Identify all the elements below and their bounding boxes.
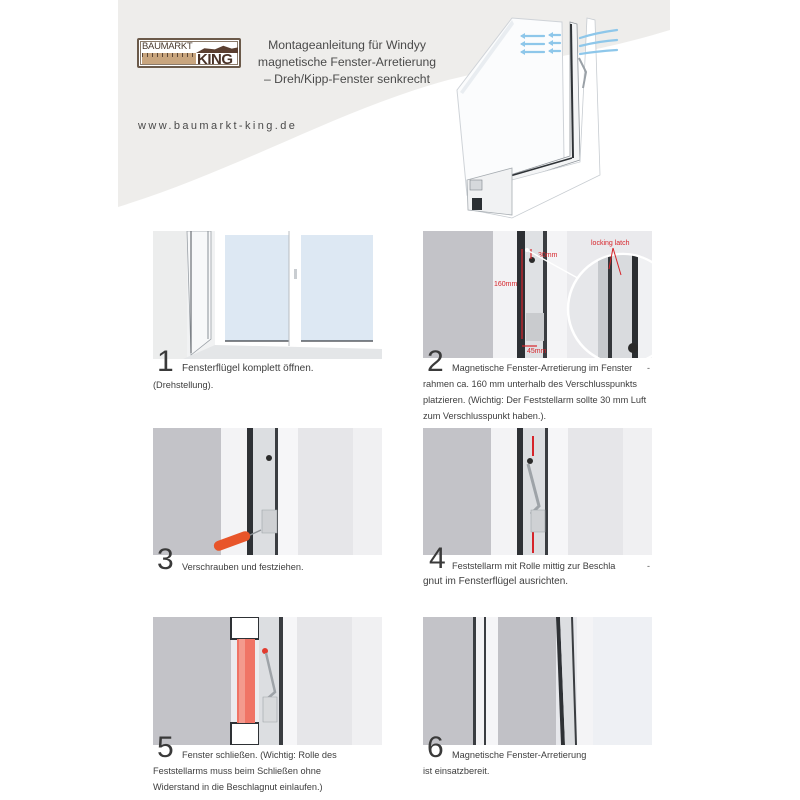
step-text-rest: Feststellarms muss beim Schließen ohne Widerstand in die Beschlagnut einlaufen.) [153, 766, 323, 792]
step-text-rest: (Drehstellung). [153, 380, 214, 390]
step-4 [423, 428, 653, 595]
logo-text-baumarkt: BAUMARKT [142, 41, 193, 52]
step-6 [423, 617, 653, 785]
step-number: 5 [157, 731, 174, 764]
baumarkt-king-logo [137, 38, 241, 68]
step-text-rest: ist einsatzbereit. [423, 766, 490, 776]
step-number: 2 [427, 345, 444, 378]
annotation-160mm: 160mm [494, 281, 518, 288]
step-5-photo [153, 617, 382, 745]
step-text-line1: Feststellarm mit Rolle mittig zur Beschla [452, 561, 616, 571]
logo-text-king: KING [197, 51, 233, 68]
trailing-dash: - [647, 363, 650, 373]
step-text-line1: Fensterflügel komplett öffnen. [182, 363, 314, 374]
step-4-photo [423, 428, 652, 555]
title-line-2: magnetische Fenster-Arretierung [257, 55, 437, 69]
annotation-45mm: 45mm [527, 348, 547, 355]
step-1 [153, 231, 383, 409]
step-6-photo [423, 617, 652, 745]
step-text-line1: Magnetische Fenster-Arretierung [452, 750, 587, 760]
step-number: 4 [429, 542, 446, 575]
annotation-30mm: 30mm [538, 252, 558, 259]
trailing-dash: - [647, 561, 650, 571]
hero-window-illustration [452, 10, 637, 225]
step-3-photo [153, 428, 382, 555]
annotation-locking-latch: locking latch [591, 240, 630, 247]
step-text-line1: Magnetische Fenster-Arretierung im Fenster [452, 363, 633, 373]
step-text-line1: Verschrauben und festziehen. [182, 562, 304, 572]
ruler-icon [142, 53, 196, 64]
step-5 [153, 617, 383, 795]
step-2 [423, 231, 653, 428]
step-3 [153, 428, 383, 585]
step-2-photo [423, 231, 652, 358]
step-number: 6 [427, 731, 444, 764]
step-text-rest: rahmen ca. 160 mm unterhalb des Verschlusspunkts platzieren. (Wichtig: Der Feststellarm sollte 30 mm Luft zum Verschlusspunkt haben.). [423, 379, 647, 421]
step-number: 1 [157, 345, 174, 378]
document-title [252, 37, 442, 88]
step-number: 3 [157, 543, 174, 576]
step-text-line1: Fenster schließen. (Wichtig: Rolle des [182, 750, 337, 760]
website-url[interactable]: www.baumarkt-king.de [138, 120, 298, 132]
title-line-3: – Dreh/Kipp-Fenster senkrecht [264, 72, 430, 86]
title-line-1: Montageanleitung für Windyy [268, 38, 426, 52]
step-1-photo [153, 231, 382, 359]
step-text-rest: gnut im Fensterflügel ausrichten. [423, 576, 569, 587]
